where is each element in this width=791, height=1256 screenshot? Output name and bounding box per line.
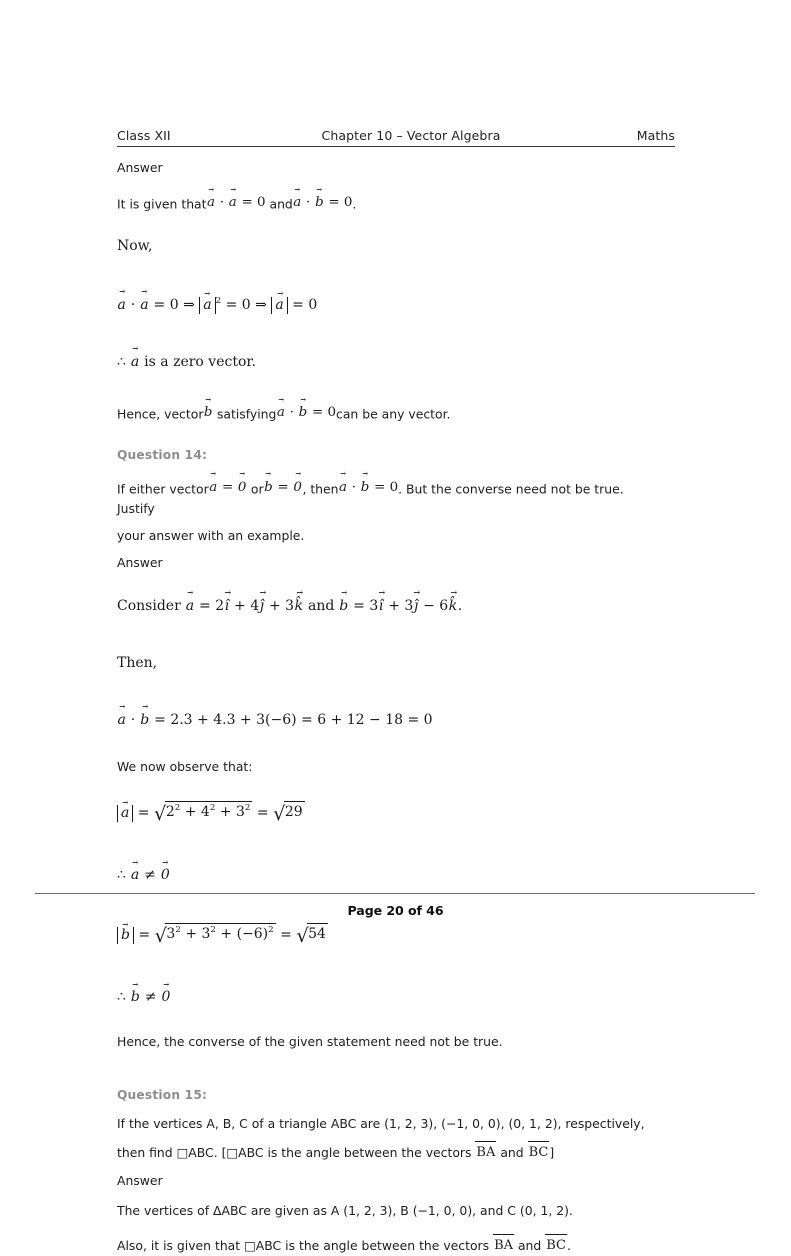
q15-stmt-and: and [500,1144,524,1160]
q14-b-nonzero: ∴ b → ≠ 0 → [117,987,662,1008]
q14-stmt-then: , then [302,481,339,497]
vector-BA-overline: BA [475,1143,496,1163]
q14-magnitude-b: b → = $√3^2 + 3^2 + (-6)^2 = √54$ [117,922,662,951]
question-15-answer-label: Answer [117,1173,163,1189]
q13-hence-prefix: Hence, vector [117,406,204,422]
q14-stmt-eq3: a → · b → = 0 [339,480,399,495]
q14-stmt-or: or [250,481,264,497]
q15-also-line-b: . [566,1237,571,1253]
q13-hence-eq: a → · b → = 0 [276,405,336,420]
q13-now-label: Now, [117,237,153,254]
q14-magnitude-a: a → = $√2^2 + 4^2 + 3^2 = √29$ [117,800,662,829]
q13-conclusion: ∴ a → is a zero vector. [117,352,662,373]
q15-vertices-line: The vertices of ΔABC are given as A (1, 2, 3), B (−1, 0, 0), and C (0, 1, 2). [117,1202,573,1218]
q14-a-nonzero: ∴ a → ≠ 0 → [117,865,662,886]
vector-BC-overline-2: BC [545,1236,567,1256]
question-14-statement-line-1 [117,478,662,518]
q13-hence-suffix: can be any vector. [336,406,451,422]
q14-dot-product: a → · b → = 2.3 + 4.3 + 3(−6) = 6 + 12 − 18 = 0 [117,710,662,731]
page-header [117,128,675,143]
q13-hence-mid: satisfying [216,406,277,422]
q13-given-eq2: a → · b → = 0 [293,195,353,210]
q13-given-suffix: . [352,196,357,212]
question-14-statement-line-2: your answer with an example. [117,527,305,543]
vector-BC-overline: BC [528,1143,550,1163]
q15-also-line-a: Also, it is given that □ABC is the angle between the vectors [117,1237,490,1253]
q13-eq-chain: a → · a → = 0 ⇒ a → $^2$ = 0 ⇒ a → = 0 [117,295,662,316]
q13-given-conj: and [269,196,293,212]
question-15-heading: Question 15: [117,1087,208,1102]
q13-given-line [117,193,662,214]
question-15-statement-line-2 [117,1143,662,1164]
header-subject-label: Maths [636,128,675,143]
header-chapter-title: Chapter 10 – Vector Algebra [321,128,501,143]
q14-stmt-eq2: b → = 0 → [264,480,303,495]
q14-then-label: Then, [117,655,158,672]
q15-stmt-line2-a: then find □ABC. [□ABC is the angle between the vectors [117,1144,472,1160]
footer-page-number: Page 20 of 46 [347,903,444,918]
q15-also-line [117,1236,662,1256]
vector-BA-overline-2: BA [493,1236,514,1256]
q13-given-prefix: It is given that [117,196,207,212]
question-14-answer-label: Answer [117,554,163,570]
question-15-statement-line-1: If the vertices A, B, C of a triangle ABC are (1, 2, 3), (−1, 0, 0), (0, 1, 2), respectively, [117,1115,645,1131]
q14-stmt-part1: If either vector [117,481,209,497]
q14-consider-line: Consider a → = 2î → + 4ĵ → + 3k̂ → and b → = 3î → + 3ĵ → − 6k̂ →. [117,596,662,617]
q15-stmt-line2-b: ] [549,1144,555,1160]
footer-divider [35,893,755,894]
q15-also-and: and [517,1237,542,1253]
q13-hence-line [117,403,662,424]
q13-answer-label: Answer [117,160,163,175]
header-divider [117,146,675,147]
q14-stmt-part2: . But the converse need not be true. Justify [117,481,624,516]
q13-given-eq1: a → · a → = 0 [207,195,266,210]
q13-hence-vector: b → [203,405,213,420]
document-body [117,158,662,1256]
q14-stmt-eq1: a → = 0 → [209,480,247,495]
q14-conclusion: Hence, the converse of the given statement need not be true. [117,1034,503,1050]
question-14-heading: Question 14: [117,447,208,462]
q14-observe-label: We now observe that: [117,759,253,775]
header-class-label: Class XII [117,128,171,143]
